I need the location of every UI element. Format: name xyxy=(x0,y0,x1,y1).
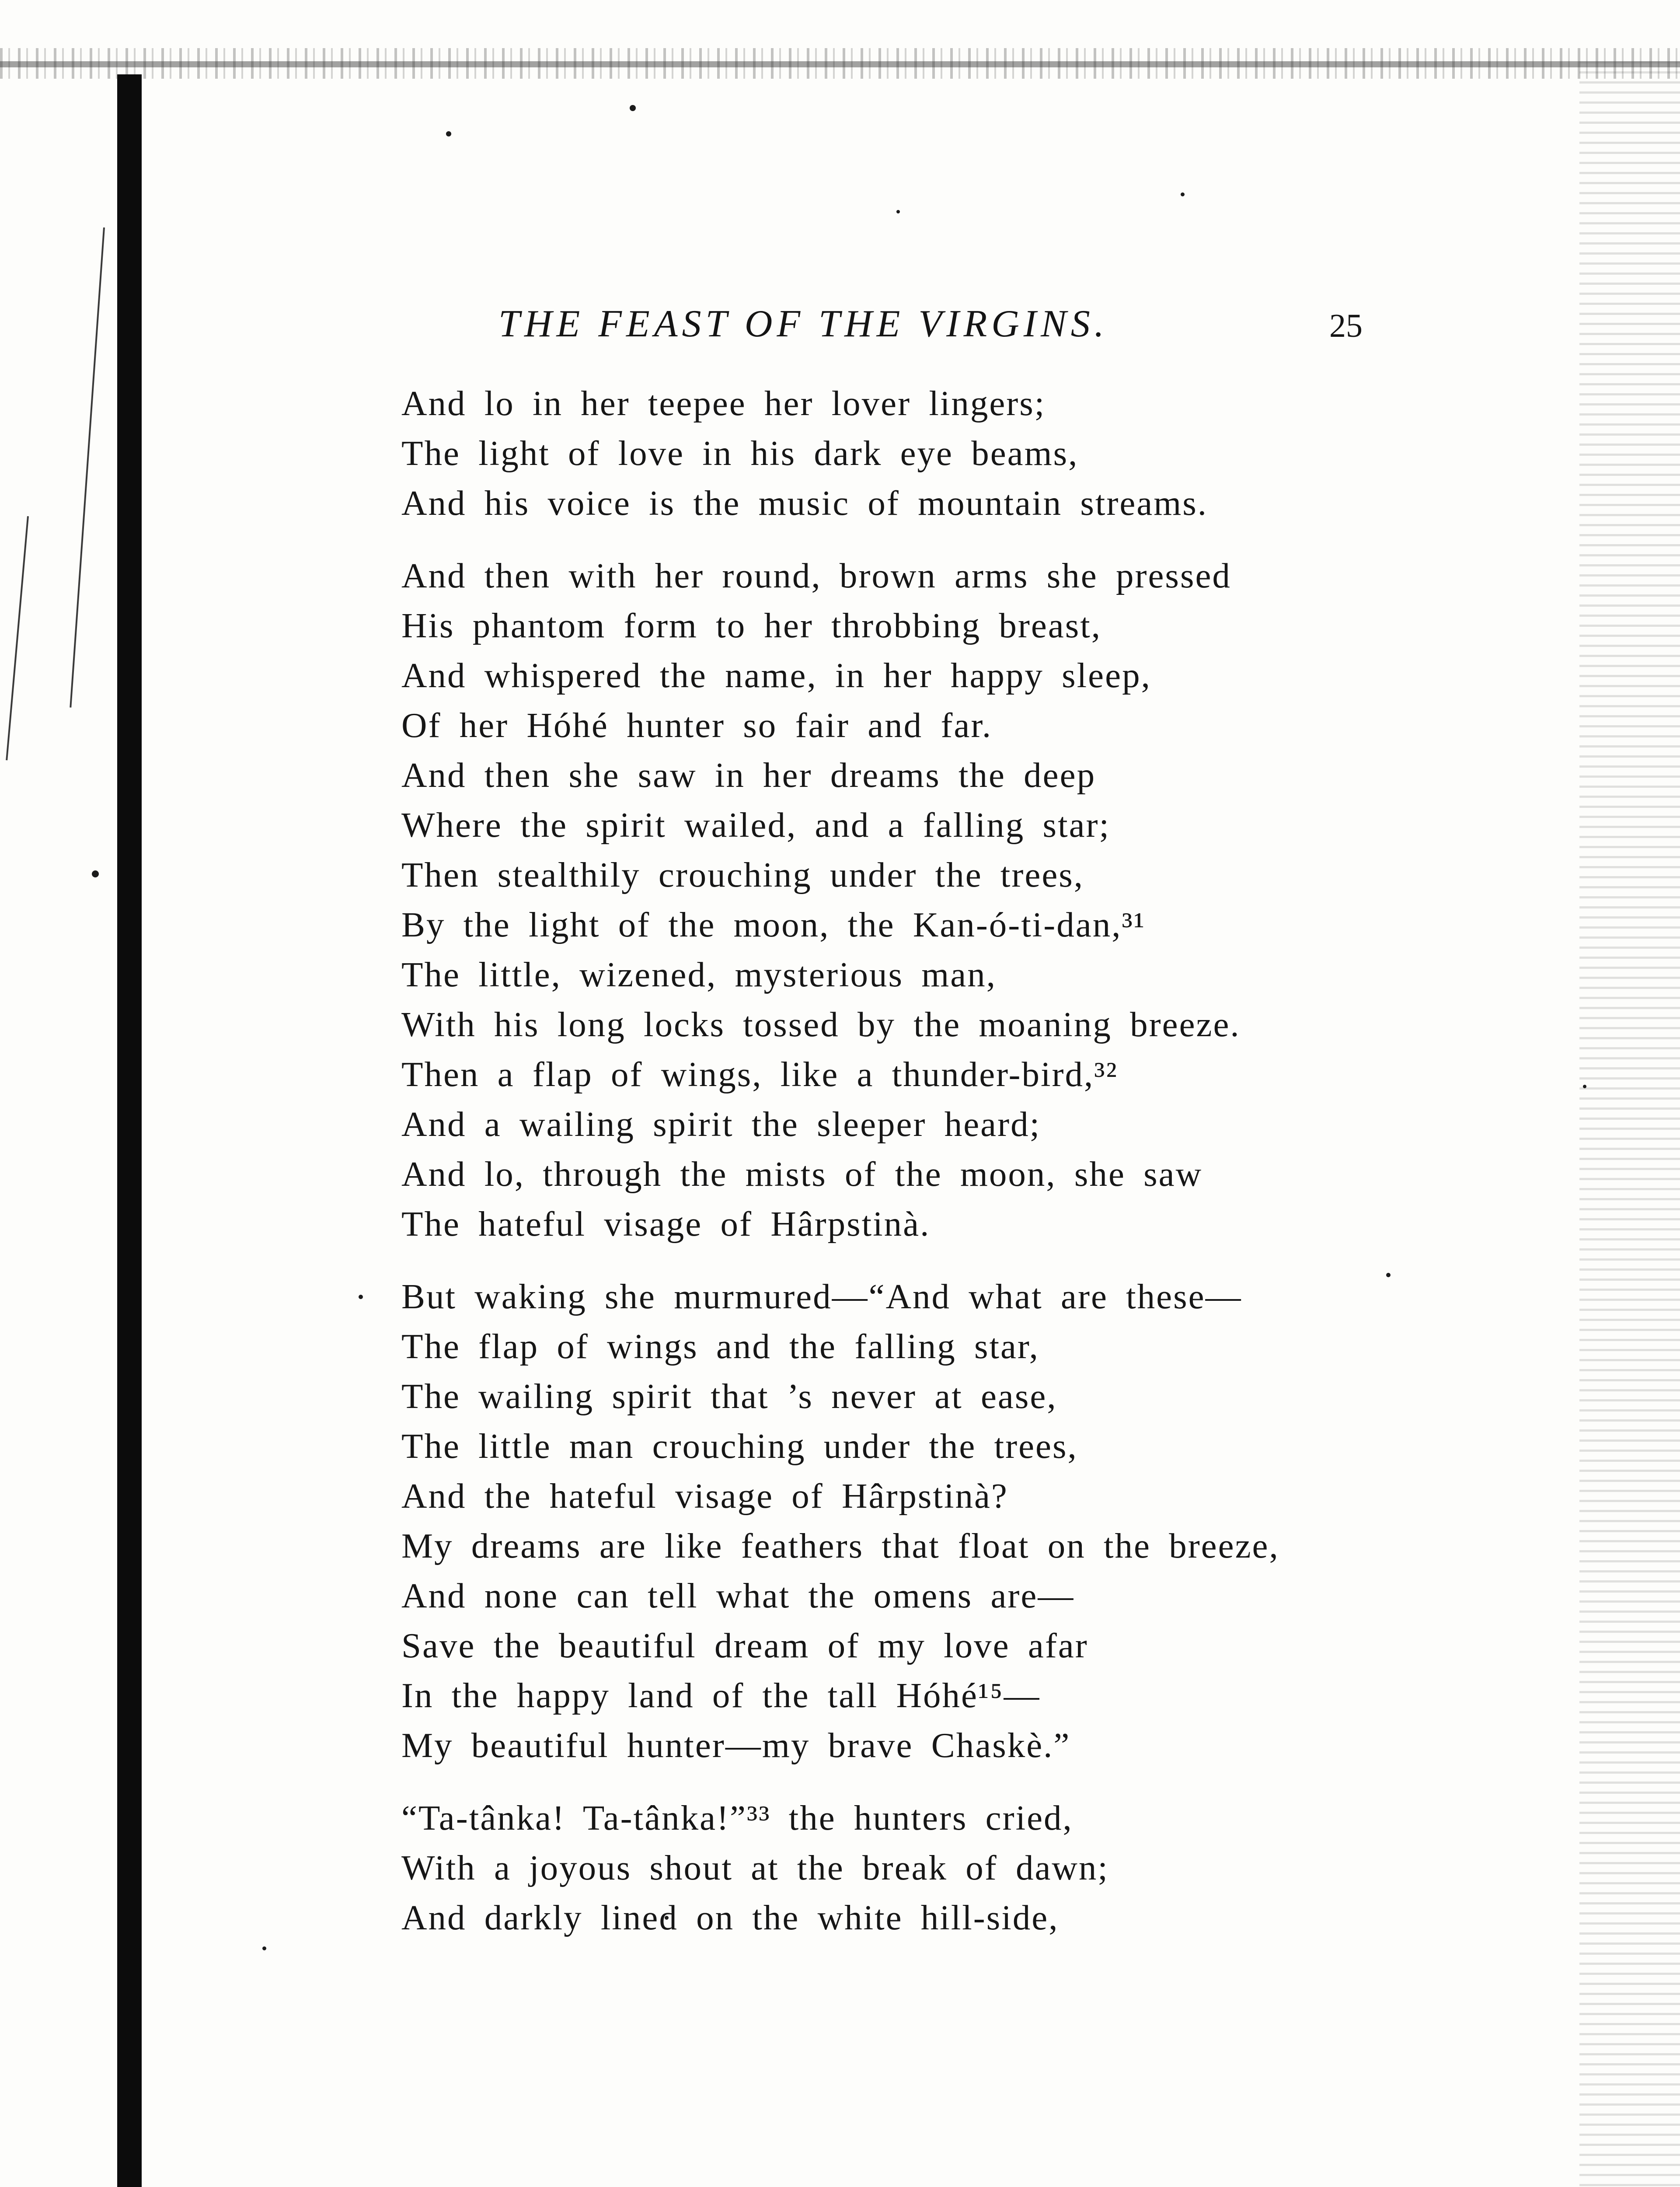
stanza-break xyxy=(401,528,1363,551)
scan-speck xyxy=(1181,192,1185,196)
scan-speck xyxy=(1583,1085,1586,1088)
binding-crease-line xyxy=(70,227,105,708)
poem-line: The light of love in his dark eye beams, xyxy=(401,433,1079,473)
scan-speck xyxy=(446,131,451,136)
poem-line: By the light of the moon, the Kan-ó-ti-dan,³¹ xyxy=(401,905,1146,944)
poem-line: Then a flap of wings, like a thunder-bird,³² xyxy=(401,1055,1118,1094)
scan-speck xyxy=(1386,1273,1391,1277)
poem-line: My beautiful hunter—my brave Chaskè.” xyxy=(401,1726,1071,1765)
scan-speck xyxy=(92,870,99,877)
poem-line: The flap of wings and the falling star, xyxy=(401,1327,1039,1366)
poem-line: “Ta-tânka! Ta-tânka!”³³ the hunters cried, xyxy=(401,1798,1073,1838)
poem-line: Then stealthily crouching under the trees, xyxy=(401,855,1084,894)
poem-line: Where the spirit wailed, and a falling star; xyxy=(401,805,1110,845)
poem-line: In the happy land of the tall Hóhé¹⁵— xyxy=(401,1676,1041,1715)
poem-line: And his voice is the music of mountain streams. xyxy=(401,483,1208,523)
stanza-break xyxy=(401,1249,1363,1272)
poem-line: With a joyous shout at the break of dawn; xyxy=(401,1848,1109,1887)
poem-line: And then she saw in her dreams the deep xyxy=(401,755,1096,795)
scan-speck xyxy=(630,105,636,111)
page-number: 25 xyxy=(1329,307,1363,344)
stanza xyxy=(401,1272,1363,1770)
scan-speck xyxy=(262,1946,266,1950)
poem-line: And then with her round, brown arms she pressed xyxy=(401,556,1231,595)
poem-line: And a wailing spirit the sleeper heard; xyxy=(401,1104,1041,1144)
scan-top-rule xyxy=(0,61,1680,67)
poem-line: With his long locks tossed by the moaning breeze. xyxy=(401,1005,1241,1044)
poem-line: The little, wizened, mysterious man, xyxy=(401,955,997,994)
poem-line: The little man crouching under the trees, xyxy=(401,1426,1078,1466)
poem-line: His phantom form to her throbbing breast, xyxy=(401,606,1101,645)
poem-line: And the hateful visage of Hârpstinà? xyxy=(401,1476,1008,1516)
poem-line: And darkly lined on the white hill-side, xyxy=(401,1898,1059,1937)
scan-speck xyxy=(896,210,900,213)
poem-line: And whispered the name, in her happy sleep, xyxy=(401,656,1151,695)
poem-line: The hateful visage of Hârpstinà. xyxy=(401,1204,931,1244)
poem-line: And lo in her teepee her lover lingers; xyxy=(401,384,1046,423)
stanza-break xyxy=(401,1770,1363,1793)
scan-speck xyxy=(359,1295,363,1299)
poem-line: And lo, through the mists of the moon, she saw xyxy=(401,1154,1203,1194)
poem-line: Of her Hóhé hunter so fair and far. xyxy=(401,706,993,745)
scan-right-edge xyxy=(1579,61,1680,2187)
stanza xyxy=(401,378,1363,528)
poem-line: Save the beautiful dream of my love afar xyxy=(401,1626,1088,1665)
running-header-title: THE FEAST OF THE VIRGINS. xyxy=(498,303,1108,345)
stanza xyxy=(401,1793,1363,1942)
binding-crease-line-outer xyxy=(6,516,29,760)
poem-line: My dreams are like feathers that float on the breeze, xyxy=(401,1526,1279,1565)
stanza xyxy=(401,551,1363,1249)
binding-shadow xyxy=(117,74,142,2187)
poem-line: But waking she murmured—“And what are these— xyxy=(401,1277,1242,1316)
poem-line: And none can tell what the omens are— xyxy=(401,1576,1075,1615)
poem-body xyxy=(401,378,1363,1942)
poem-line: The wailing spirit that ’s never at ease, xyxy=(401,1376,1057,1416)
